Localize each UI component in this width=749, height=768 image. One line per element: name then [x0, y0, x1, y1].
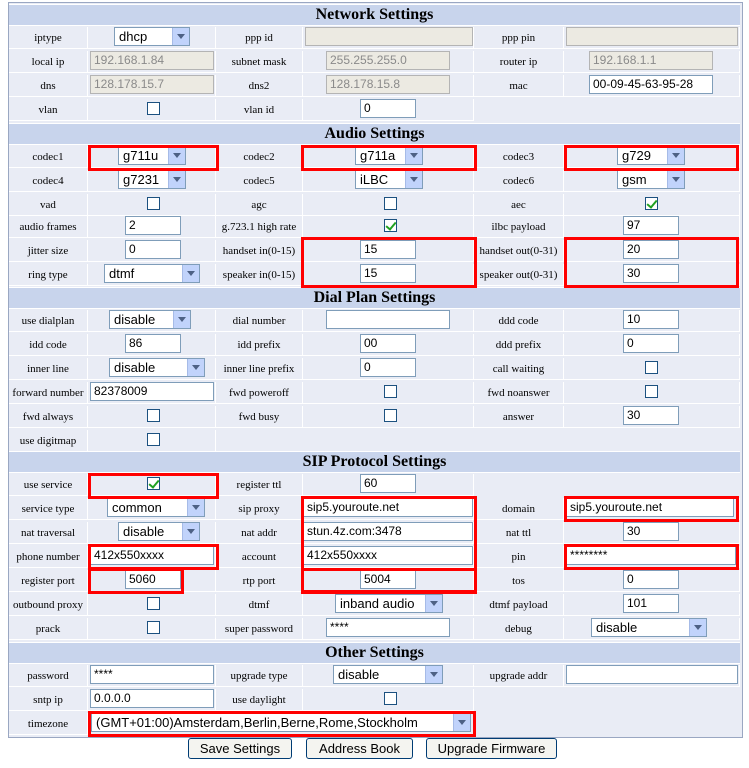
dialnumber-label: dial number — [216, 310, 303, 332]
rtpport-input[interactable]: 5004 — [360, 570, 416, 589]
chevron-down-icon — [187, 499, 204, 516]
speakerin-input[interactable]: 15 — [360, 264, 416, 283]
fwdnoanswer-label: fwd noanswer — [474, 382, 564, 404]
regport-input[interactable]: 5060 — [125, 570, 181, 589]
highlight-codec2 — [301, 145, 477, 171]
chevron-down-icon — [173, 311, 190, 328]
highlight-timezone — [88, 711, 476, 737]
section-audio-title: Audio Settings — [9, 123, 740, 145]
nattraversal-select[interactable]: disable — [118, 522, 200, 541]
phone-input[interactable]: 412x550xxxx — [90, 546, 214, 565]
fwdalways-checkbox[interactable] — [147, 409, 160, 422]
highlight-handset-speaker-out — [564, 237, 739, 288]
upgradeaddr-input[interactable] — [566, 665, 738, 684]
row-iptype — [9, 26, 740, 50]
vad-checkbox[interactable] — [147, 197, 160, 210]
chevron-down-icon — [689, 619, 706, 636]
fwdnoanswer-checkbox[interactable] — [645, 385, 658, 398]
fwdbusy-label: fwd busy — [216, 406, 303, 428]
highlight-phone — [88, 544, 219, 570]
row-frames — [9, 215, 740, 239]
upgradetype-select[interactable]: disable — [333, 665, 443, 684]
highlight-handset-speaker-in — [301, 237, 477, 288]
account-input[interactable]: 412x550xxxx — [303, 546, 473, 565]
iddprefix-input[interactable]: 00 — [360, 334, 416, 353]
iptype-label: iptype — [9, 27, 88, 49]
chevron-down-icon — [168, 171, 185, 188]
row-fwdalways — [9, 405, 740, 429]
chevron-down-icon — [425, 595, 442, 612]
debug-select[interactable]: disable — [591, 618, 707, 637]
row-vad — [9, 193, 740, 217]
codec1-select[interactable]: g711u — [118, 146, 186, 165]
forward-input[interactable]: 82378009 — [90, 382, 214, 401]
ring-label: ring type — [9, 264, 88, 286]
innerline-label: inner line — [9, 358, 88, 380]
dtmfpayload-label: dtmf payload — [474, 594, 564, 616]
vlan-checkbox[interactable] — [147, 102, 160, 115]
dns-input[interactable]: 128.178.15.7 — [90, 75, 214, 94]
aec-checkbox[interactable] — [645, 197, 658, 210]
iptype-select[interactable]: dhcp — [114, 27, 190, 46]
nattraversal-label: nat traversal — [9, 522, 88, 544]
servicetype-label: service type — [9, 498, 88, 520]
tos-label: tos — [474, 570, 564, 592]
regttl-input[interactable]: 60 — [360, 474, 416, 493]
vlanid-label: vlan id — [216, 99, 303, 121]
row-vlan — [9, 98, 740, 122]
ring-select[interactable]: dtmf — [104, 264, 200, 283]
debug-label: debug — [474, 618, 564, 640]
dns2-input[interactable]: 128.178.15.8 — [326, 75, 450, 94]
fwdpoweroff-checkbox[interactable] — [384, 385, 397, 398]
handsetin-input[interactable]: 15 — [360, 240, 416, 259]
iddprefix-label: idd prefix — [216, 334, 303, 356]
ppppin-label: ppp pin — [474, 27, 564, 49]
innerprefix-input[interactable]: 0 — [360, 358, 416, 377]
row-iddcode — [9, 333, 740, 357]
proxy-label: sip proxy — [216, 498, 303, 520]
codec3-label: codec3 — [474, 146, 564, 168]
agc-checkbox[interactable] — [384, 197, 397, 210]
frames-label: audio frames — [9, 216, 88, 238]
section-network-title: Network Settings — [9, 4, 740, 26]
row-innerline — [9, 357, 740, 381]
section-other-title: Other Settings — [9, 642, 740, 664]
highlight-codec3 — [564, 145, 739, 171]
regttl-label: register ttl — [216, 474, 303, 496]
section-dialplan-title: Dial Plan Settings — [9, 287, 740, 309]
agc-label: agc — [216, 194, 303, 216]
row-outbound — [9, 593, 740, 617]
chevron-down-icon — [667, 171, 684, 188]
callwaiting-label: call waiting — [474, 358, 564, 380]
highlight-rtpport — [301, 568, 477, 594]
fwdalways-label: fwd always — [9, 406, 88, 428]
row-dns — [9, 74, 740, 98]
innerline-select[interactable]: disable — [109, 358, 205, 377]
pin-input[interactable]: ******** — [566, 546, 736, 565]
localip-input[interactable]: 192.168.1.84 — [90, 51, 214, 70]
handsetout-label: handset out(0-31) — [474, 240, 564, 262]
password-input[interactable]: **** — [90, 665, 214, 684]
upgrade-firmware-button[interactable]: Upgrade Firmware — [426, 738, 557, 759]
codec3-select[interactable]: g729 — [617, 146, 685, 165]
row-password — [9, 664, 740, 688]
password-label: password — [9, 665, 88, 687]
handsetout-input[interactable]: 20 — [623, 240, 679, 259]
row-prack — [9, 617, 740, 641]
g7231-label: g.723.1 high rate — [216, 216, 303, 238]
superpw-label: super password — [216, 618, 303, 640]
domain-label: domain — [474, 498, 564, 520]
usedialplan-label: use dialplan — [9, 310, 88, 332]
handsetin-label: handset in(0-15) — [216, 240, 303, 262]
g7231-checkbox[interactable] — [384, 219, 397, 232]
upgradetype-label: upgrade type — [216, 665, 303, 687]
dtmfpayload-input[interactable]: 101 — [623, 594, 679, 613]
aec-label: aec — [474, 194, 564, 216]
subnet-label: subnet mask — [216, 51, 303, 73]
natttl-input[interactable]: 30 — [623, 522, 679, 541]
tos-input[interactable]: 0 — [623, 570, 679, 589]
ilbc-input[interactable]: 97 — [623, 216, 679, 235]
router-label: router ip — [474, 51, 564, 73]
highlight-useservice — [88, 473, 219, 499]
pppid-input[interactable] — [305, 27, 473, 46]
servicetype-select[interactable]: common — [107, 498, 205, 517]
digitmap-label: use digitmap — [9, 430, 88, 452]
row-forward — [9, 381, 740, 405]
codec6-select[interactable]: gsm — [617, 170, 685, 189]
regport-label: register port — [9, 570, 88, 592]
pppid-label: ppp id — [216, 27, 303, 49]
nataddr-input[interactable]: stun.4z.com:3478 — [303, 522, 473, 541]
digitmap-checkbox[interactable] — [147, 433, 160, 446]
sntp-label: sntp ip — [9, 689, 88, 711]
daylight-checkbox[interactable] — [384, 692, 397, 705]
fwdpoweroff-label: fwd poweroff — [216, 382, 303, 404]
chevron-down-icon — [187, 359, 204, 376]
callwaiting-checkbox[interactable] — [645, 361, 658, 374]
dialnumber-input[interactable] — [326, 310, 450, 329]
superpw-input[interactable]: **** — [326, 618, 450, 637]
row-sntp — [9, 688, 740, 712]
frames-input[interactable]: 2 — [125, 216, 181, 235]
jitter-input[interactable]: 0 — [125, 240, 181, 259]
upgradeaddr-label: upgrade addr — [474, 665, 564, 687]
phone-label: phone number — [9, 546, 88, 568]
answer-label: answer — [474, 406, 564, 428]
codec5-label: codec5 — [216, 170, 303, 192]
ilbc-label: ilbc payload — [474, 216, 564, 238]
iddcode-label: idd code — [9, 334, 88, 356]
vlan-label: vlan — [9, 99, 88, 121]
dddcode-input[interactable]: 10 — [623, 310, 679, 329]
usedialplan-select[interactable]: disable — [109, 310, 191, 329]
dtmf-label: dtmf — [216, 594, 303, 616]
chevron-down-icon — [405, 171, 422, 188]
timezone-label: timezone — [9, 713, 88, 735]
dtmf-select[interactable]: inband audio — [335, 594, 443, 613]
rtpport-label: rtp port — [216, 570, 303, 592]
router-input[interactable]: 192.168.1.1 — [589, 51, 713, 70]
pin-label: pin — [474, 546, 564, 568]
subnet-input[interactable]: 255.255.255.0 — [326, 51, 450, 70]
speakerout-input[interactable]: 30 — [623, 264, 679, 283]
nataddr-label: nat addr — [216, 522, 303, 544]
codec2-label: codec2 — [216, 146, 303, 168]
answer-input[interactable]: 30 — [623, 406, 679, 425]
useservice-label: use service — [9, 474, 88, 496]
codec4-select[interactable]: g7231 — [118, 170, 186, 189]
speakerin-label: speaker in(0-15) — [216, 264, 303, 286]
chevron-down-icon — [182, 265, 199, 282]
sntp-input[interactable]: 0.0.0.0 — [90, 689, 214, 708]
localip-label: local ip — [9, 51, 88, 73]
codec2-select[interactable]: g711a — [355, 146, 423, 165]
section-sip-title: SIP Protocol Settings — [9, 451, 740, 473]
mac-label: mac — [474, 75, 564, 97]
codec4-label: codec4 — [9, 170, 88, 192]
codec5-select[interactable]: iLBC — [355, 170, 423, 189]
timezone-select[interactable]: (GMT+01:00)Amsterdam,Berlin,Berne,Rome,Stockholm — [91, 713, 471, 732]
natttl-label: nat ttl — [474, 522, 564, 544]
prack-label: prack — [9, 618, 88, 640]
mac-input[interactable]: 00-09-45-63-95-28 — [589, 75, 713, 94]
vad-label: vad — [9, 194, 88, 216]
vlanid-input[interactable]: 0 — [360, 99, 416, 118]
daylight-label: use daylight — [216, 689, 303, 711]
dns2-label: dns2 — [216, 75, 303, 97]
highlight-domain — [564, 496, 739, 522]
account-label: account — [216, 546, 303, 568]
row-usedialplan — [9, 309, 740, 333]
save-settings-button[interactable]: Save Settings — [188, 738, 292, 759]
row-digitmap — [9, 429, 740, 453]
dddcode-label: ddd code — [474, 310, 564, 332]
ppppin-input[interactable] — [566, 27, 738, 46]
dns-label: dns — [9, 75, 88, 97]
outbound-checkbox[interactable] — [147, 597, 160, 610]
innerprefix-label: inner line prefix — [216, 358, 303, 380]
proxy-input[interactable]: sip5.youroute.net — [303, 498, 473, 517]
chevron-down-icon — [425, 666, 442, 683]
row-codec4 — [9, 169, 740, 193]
domain-input[interactable]: sip5.youroute.net — [566, 498, 734, 517]
chevron-down-icon — [172, 28, 189, 45]
outbound-label: outbound proxy — [9, 594, 88, 616]
jitter-label: jitter size — [9, 240, 88, 262]
dddprefix-input[interactable]: 0 — [623, 334, 679, 353]
highlight-pin — [564, 544, 739, 570]
fwdbusy-checkbox[interactable] — [384, 409, 397, 422]
iddcode-input[interactable]: 86 — [125, 334, 181, 353]
row-localip — [9, 50, 740, 74]
speakerout-label: speaker out(0-31) — [474, 264, 564, 286]
codec1-label: codec1 — [9, 146, 88, 168]
chevron-down-icon — [182, 523, 199, 540]
forward-label: forward number — [9, 382, 88, 404]
address-book-button[interactable]: Address Book — [306, 738, 413, 759]
dddprefix-label: ddd prefix — [474, 334, 564, 356]
highlight-codec1 — [88, 145, 219, 171]
codec6-label: codec6 — [474, 170, 564, 192]
prack-checkbox[interactable] — [147, 621, 160, 634]
highlight-regport — [88, 568, 184, 594]
